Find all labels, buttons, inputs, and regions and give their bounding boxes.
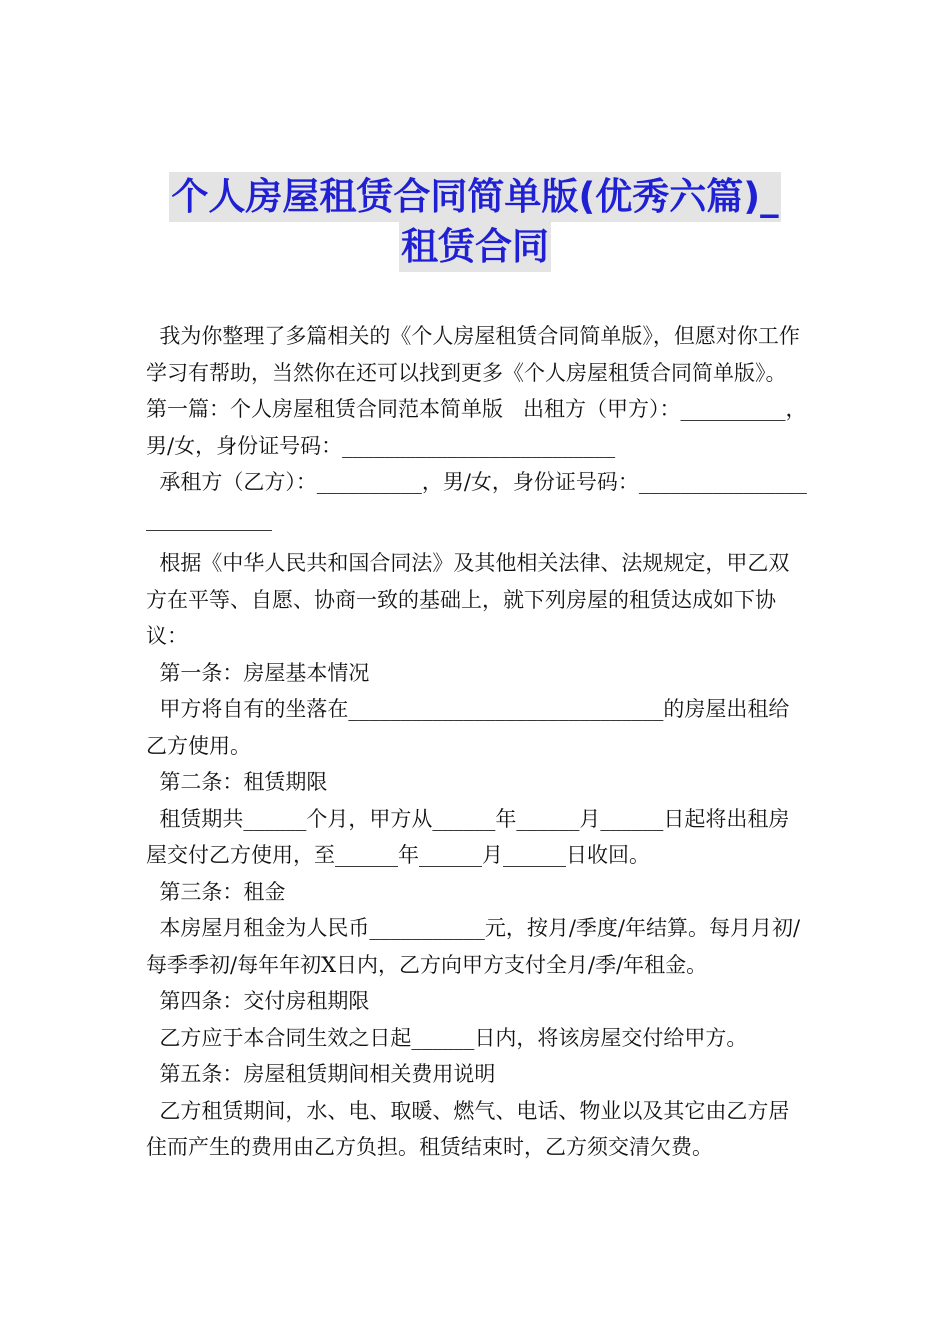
title-line-2: 租赁合同	[399, 222, 551, 272]
document-body	[146, 318, 810, 1166]
lessee-line: 承租方（乙方）：__________，男/女，身份证号码：____________________________	[146, 470, 807, 531]
basis-paragraph: 根据《中华人民共和国合同法》及其他相关法律、法规规定，甲乙双方在平等、自愿、协商一致的基础上，就下列房屋的租赁达成如下协议：	[146, 551, 790, 648]
article-3-heading: 第三条：租金	[146, 879, 286, 904]
article-5-heading: 第五条：房屋租赁期间相关费用说明	[146, 1062, 496, 1086]
lessor-line: 第一篇：个人房屋租赁合同范本简单版 出租方（甲方）：__________，男/女，身份证号码：__________________________	[146, 397, 807, 458]
intro-paragraph: 我为你整理了多篇相关的《个人房屋租赁合同简单版》，但愿对你工作学习有帮助，当然你在还可以找到更多《个人房屋租赁合同简单版》。	[146, 324, 800, 385]
article-2-heading: 第二条：租赁期限	[146, 770, 328, 794]
article-4-text: 乙方应于本合同生效之日起______日内，将该房屋交付给甲方。	[146, 1025, 748, 1050]
title-line-1: 个人房屋租赁合同简单版(优秀六篇)_	[169, 172, 780, 222]
article-1-heading: 第一条：房屋基本情况	[146, 660, 370, 685]
article-4-heading: 第四条：交付房租期限	[146, 989, 370, 1013]
article-3-text: 本房屋月租金为人民币___________元，按月/季度/年结算。每月月初/每季季初/每年年初X日内，乙方向甲方支付全月/季/年租金。	[146, 916, 801, 977]
document-title	[100, 172, 850, 272]
article-2-text: 租赁期共______个月，甲方从______年______月______日起将出租房屋交付乙方使用，至______年______月______日收回。	[146, 806, 790, 867]
article-1-text: 甲方将自有的坐落在______________________________的房屋出租给乙方使用。	[146, 697, 790, 758]
article-5-text: 乙方租赁期间，水、电、取暖、燃气、电话、物业以及其它由乙方居住而产生的费用由乙方负担。租赁结束时，乙方须交清欠费。	[146, 1098, 790, 1159]
